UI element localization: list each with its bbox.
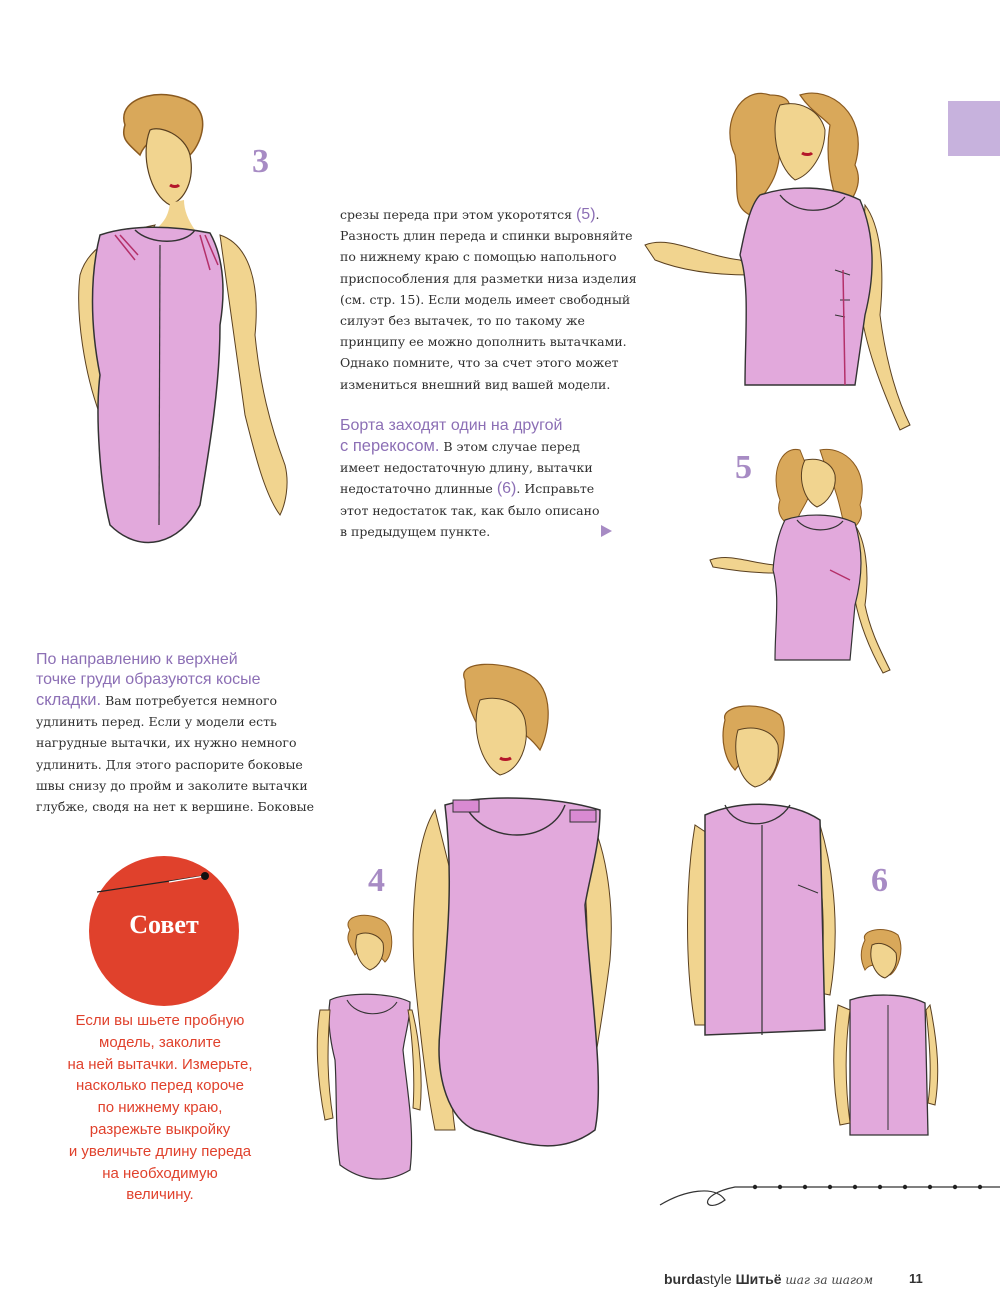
text-line: измениться внешний вид вашей модели. [340, 376, 611, 392]
text-line: с перекосом. В этом случае перед [340, 437, 580, 455]
section-folds-heading-line1: По направлению к верхней [36, 651, 238, 668]
figure-ref-6: (6) [496, 480, 517, 498]
text-line: удлинить. Для этого распорите боковые [36, 756, 303, 772]
text-line: (см. стр. 15). Если модель имеет свободный [340, 291, 631, 307]
brand-bold: burda [664, 1271, 703, 1287]
continue-arrow-icon [601, 525, 612, 537]
section-folds-heading-line2: точке груди образуются косые [36, 671, 261, 688]
tip-line: модель, заколите [99, 1033, 221, 1051]
text-line: в предыдущем пункте. [340, 523, 491, 539]
illustration-figure-3 [60, 85, 310, 575]
text-line: имеет недостаточную длину, вытачки [340, 460, 593, 476]
section-skew [340, 416, 640, 542]
section-skew-heading-line1: Борта заходят один на другой [340, 417, 563, 434]
section-tab [948, 101, 1000, 156]
text-line: силуэт без вытачек, то по такому же [340, 313, 585, 329]
figure-number-5: 5 [735, 449, 752, 486]
illustration-figure-4 [315, 660, 655, 1200]
tip-text [40, 1010, 280, 1206]
text-column-top [340, 204, 640, 395]
tip-line: насколько перед короче [75, 1077, 244, 1095]
tip-title: Совет [129, 910, 199, 939]
illustration-figure-6 [680, 705, 980, 1135]
tip-line: величину. [126, 1186, 194, 1204]
tip-line: разрежьте выкройку [89, 1120, 231, 1138]
text-line: срезы переда при этом укоротятся (5). [340, 206, 600, 223]
text-line: недостаточно длинные (6). Исправьте [340, 480, 595, 498]
tip-line: на необходимую [102, 1164, 218, 1182]
figure-number-3: 3 [252, 143, 269, 180]
text-line: Разность длин переда и спинки выровняйте [340, 228, 633, 244]
figure-number-6: 6 [871, 862, 888, 899]
text-line: складки. Вам потребуется немного [36, 691, 278, 709]
tip-line: по нижнему краю, [97, 1099, 223, 1117]
text-line: этот недостаток так, как было описано [340, 502, 600, 518]
text-line: швы снизу до пройм и заколите вытачки [36, 777, 308, 793]
figure-number-4: 4 [368, 862, 385, 899]
illustration-figure-5-small [705, 445, 895, 675]
tip-line: Если вы шьете пробную [75, 1012, 245, 1029]
section-skew-heading-line2: с перекосом. [340, 437, 440, 455]
magazine-title: Шитьё [735, 1271, 782, 1287]
brand-light: style [702, 1271, 732, 1287]
magazine-subtitle: шаг за шагом [785, 1273, 874, 1287]
text-line: нагрудные вытачки, их нужно немного [36, 735, 297, 751]
footer-brand [664, 1271, 873, 1287]
figure-ref-5: (5) [575, 206, 596, 223]
text-line: принципу ее можно дополнить вытачками. [340, 334, 627, 350]
section-folds [36, 650, 336, 817]
page-number: 11 [909, 1271, 923, 1286]
tip-line: и увеличьте длину переда [68, 1142, 252, 1160]
text-line: Однако помните, что за счет этого может [340, 355, 619, 371]
tip-line: на ней вытачки. Измерьте, [67, 1055, 253, 1073]
thread-decoration [655, 1165, 1000, 1255]
text-line: глубже, сводя на нет к вершине. Боковые [36, 799, 314, 815]
text-line: удлинить перед. Если у модели есть [36, 714, 277, 730]
section-folds-heading-line3: складки. [36, 691, 102, 709]
illustration-figure-5-large [640, 85, 920, 445]
text-line: по нижнему краю с помощью напольного [340, 249, 617, 265]
text-line: приспособления для разметки низа изделия [340, 270, 637, 286]
pin-icon [95, 868, 215, 898]
